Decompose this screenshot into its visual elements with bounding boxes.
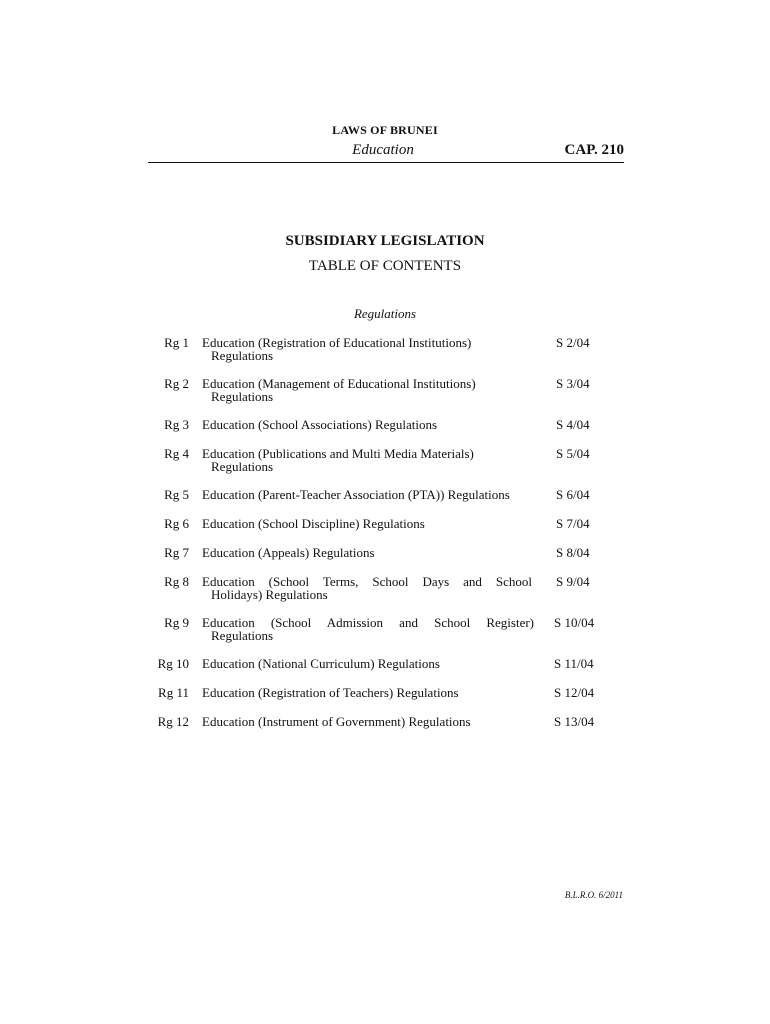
entry-title — [202, 377, 532, 403]
entry-number: Rg 9 — [164, 615, 189, 630]
entry-number: Rg 10 — [157, 656, 189, 671]
entry-title — [202, 686, 532, 699]
entry-reference: S 5/04 — [556, 446, 590, 461]
entry-title — [202, 517, 532, 530]
entry-number: Rg 6 — [164, 516, 189, 531]
entry-reference: S 8/04 — [556, 545, 590, 560]
entry-reference: S 9/04 — [556, 574, 590, 589]
entry-number: Rg 12 — [157, 714, 189, 729]
entry-reference: S 13/04 — [554, 714, 595, 729]
entry-title — [202, 447, 532, 473]
entry-title-line: Education (National Curriculum) Regulations — [202, 656, 440, 671]
entry-title-line: Education (Instrument of Government) Regulations — [202, 714, 471, 729]
entry-title-line: Education (Management of Educational Institutions) — [202, 376, 476, 391]
entry-number: Rg 5 — [164, 487, 189, 502]
entry-number: Rg 4 — [164, 446, 189, 461]
entry-title-line: Education (Appeals) Regulations — [202, 545, 375, 560]
entry-reference: S 4/04 — [556, 417, 590, 432]
entry-title — [202, 488, 532, 501]
entry-reference: S 10/04 — [554, 615, 595, 630]
page-subtitle: TABLE OF CONTENTS — [308, 258, 462, 274]
entry-title — [202, 575, 532, 601]
entry-title — [202, 715, 532, 728]
entry-number: Rg 8 — [164, 574, 189, 589]
entry-reference: S 7/04 — [556, 516, 590, 531]
entry-number: Rg 2 — [164, 376, 189, 391]
entry-title — [202, 418, 532, 431]
header-divider — [148, 162, 624, 163]
entry-title — [202, 336, 532, 362]
entry-title-continuation: Holidays) Regulations — [211, 587, 328, 602]
entry-title-line: Education (School Terms, School Days and School — [202, 574, 532, 589]
entry-reference: S 12/04 — [554, 685, 595, 700]
entry-title-continuation: Regulations — [211, 348, 274, 363]
entry-title-continuation: Regulations — [211, 459, 274, 474]
chapter-number: CAP. 210 — [564, 142, 624, 158]
revision-footer: B.L.R.O. 6/2011 — [564, 890, 623, 900]
section-heading: Regulations — [353, 306, 417, 321]
entry-title — [202, 616, 534, 642]
entry-number: Rg 3 — [164, 417, 189, 432]
entry-reference: S 6/04 — [556, 487, 590, 502]
entry-title-line: Education (School Associations) Regulations — [202, 417, 438, 432]
entry-title-line: Education (Registration of Educational Institutions) — [202, 335, 472, 350]
entry-number: Rg 7 — [164, 545, 189, 560]
entry-number: Rg 11 — [158, 685, 189, 700]
running-header — [148, 142, 624, 162]
law-title: LAWS OF BRUNEI — [332, 123, 438, 137]
page-title: SUBSIDIARY LEGISLATION — [285, 233, 485, 249]
entry-reference: S 2/04 — [556, 335, 590, 350]
entry-title-line: Education (Parent-Teacher Association (PTA)) Regulations — [202, 487, 510, 502]
entry-title-line: Education (Registration of Teachers) Regulations — [202, 685, 459, 700]
entry-title — [202, 657, 532, 670]
entry-reference: S 3/04 — [556, 376, 590, 391]
entry-title-line: Education (School Discipline) Regulations — [202, 516, 425, 531]
entry-reference: S 11/04 — [554, 656, 594, 671]
subject-title: Education — [352, 142, 414, 158]
entry-title-continuation: Regulations — [211, 389, 274, 404]
entry-number: Rg 1 — [164, 335, 189, 350]
entry-title-continuation: Regulations — [211, 628, 274, 643]
entry-title — [202, 546, 532, 559]
entry-title-line: Education (School Admission and School Register) — [202, 615, 534, 630]
entry-title-line: Education (Publications and Multi Media Materials) — [202, 446, 474, 461]
